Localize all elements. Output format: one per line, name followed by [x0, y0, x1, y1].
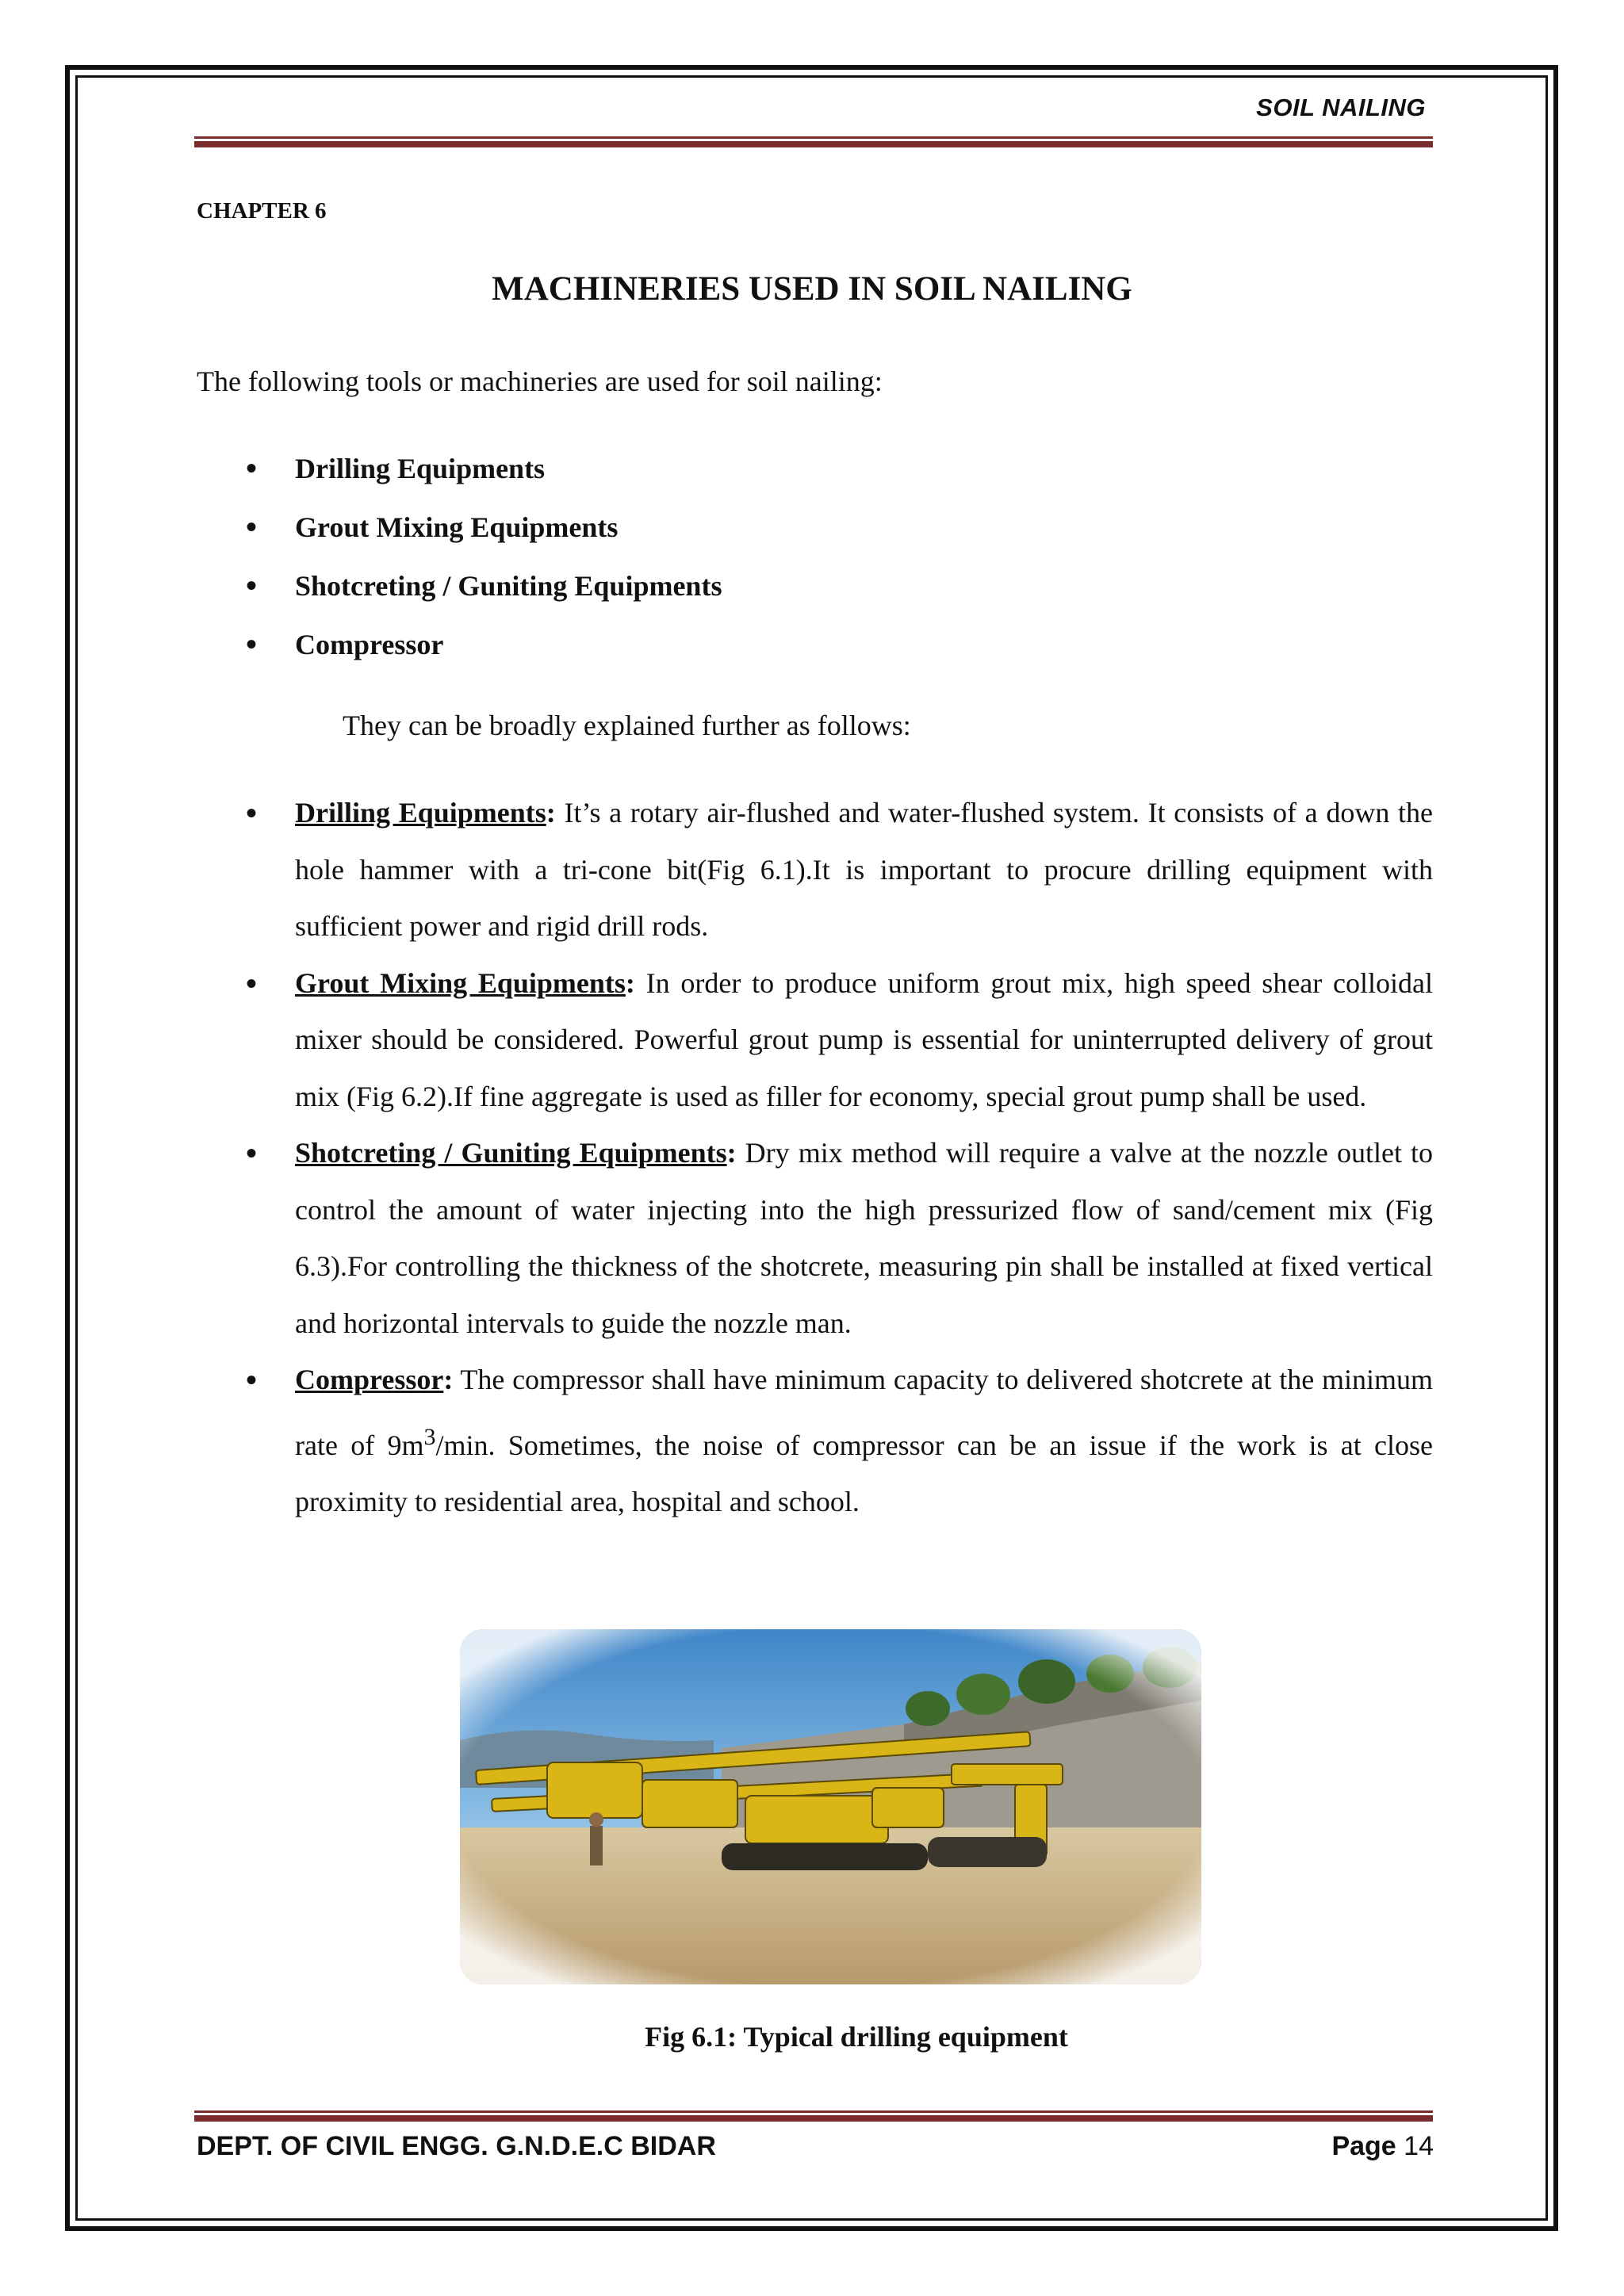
- superscript: 3: [423, 1423, 436, 1450]
- list-item: • Grout Mixing Equipments: [238, 507, 722, 565]
- detail-item-drilling: • Drilling Equipments: It’s a rotary air-flushed and water-flushed system. It consists of a down the hole hammer with a tri-cone bit(Fig 6.1).It is important to procure drilling equipment with sufficient power and rigid drill rods.: [238, 785, 1433, 955]
- running-header: SOIL NAILING: [1256, 94, 1426, 121]
- detail-term: Shotcreting / Guniting Equipments: [295, 1137, 727, 1169]
- detail-item-grout: • Grout Mixing Equipments: In order to produce uniform grout mix, high speed shear colloidal mixer should be considered. Powerful grout pump is essential for uninterrupted delivery of grout mix (Fig 6.2).If fine aggregate is used as filler for economy, special grout pump shall be used.: [238, 955, 1433, 1126]
- detail-term: Compressor: [295, 1364, 444, 1395]
- page-label: Page: [1331, 2131, 1396, 2161]
- detail-text: /min. Sometimes, the noise of compressor can be an issue if the work is at close proximity to residential area, hospital and school.: [295, 1429, 1434, 1517]
- list-item: • Compressor: [238, 624, 722, 683]
- drilling-equipment-photo: [460, 1629, 1201, 1984]
- detail-text: It’s a rotary air-flushed and water-flushed system. It consists of a down the hole hammer with a tri-cone bit(Fig 6.1).It is important to procure drilling equipment with sufficient power and rigid drill rods.: [295, 797, 1433, 942]
- list-item: • Shotcreting / Guniting Equipments: [238, 565, 722, 624]
- detail-text: The compressor shall have minimum capacity to delivered shotcrete at the minimum rate of 9m: [295, 1364, 1433, 1461]
- page-number: 14: [1404, 2131, 1434, 2161]
- detail-text: Dry mix method will require a valve at the nozzle outlet to control the amount of water injecting into the high pressurized flow of sand/cement mix (Fig 6.3).For controlling the thickness of the shotcrete, measuring pin shall be installed at fixed vertical and horizontal intervals to guide the nozzle man.: [295, 1137, 1434, 1339]
- header-rule: [194, 136, 1433, 147]
- detail-item-compressor: • Compressor: The compressor shall have minimum capacity to delivered shotcrete at the minimum rate of $9m^3/\min$. Sometimes, the noise of compressor can be an issue if the work is at close proximity to residential area, hospital and school.: [238, 1352, 1433, 1531]
- equipment-list: [238, 448, 722, 683]
- explanation-lead: They can be broadly explained further as follows:: [343, 710, 911, 741]
- detail-term: Drilling Equipments: [295, 797, 546, 828]
- equipment-details-list: [238, 785, 1433, 1531]
- page-title: MACHINERIES USED IN SOIL NAILING: [492, 270, 1132, 308]
- intro-paragraph: The following tools or machineries are used for soil nailing:: [197, 365, 883, 397]
- detail-term: Grout Mixing Equipments: [295, 966, 626, 999]
- detail-text: In order to produce uniform grout mix, high speed shear colloidal mixer should be considered. Powerful grout pump is essential for uninterrupted delivery of grout mix (Fig 6.2).If fine aggregate is used as filler for economy, special grout pump shall be used.: [295, 966, 1433, 1112]
- footer-department: DEPT. OF CIVIL ENGG. G.N.D.E.C BIDAR: [197, 2131, 716, 2161]
- footer-page: [1331, 2131, 1434, 2162]
- chapter-label: CHAPTER 6: [197, 198, 327, 224]
- footer-rule: [194, 2110, 1433, 2122]
- list-item: • Drilling Equipments: [238, 448, 722, 507]
- detail-item-shotcreting: • Shotcreting / Guniting Equipments: Dry mix method will require a valve at the nozzle outlet to control the amount of water injecting into the high pressurized flow of sand/cement mix (Fig 6.3).For controlling the thickness of the shotcrete, measuring pin shall be installed at fixed vertical and horizontal intervals to guide the nozzle man.: [238, 1125, 1433, 1352]
- figure-caption: Fig 6.1: Typical drilling equipment: [645, 2021, 1068, 2053]
